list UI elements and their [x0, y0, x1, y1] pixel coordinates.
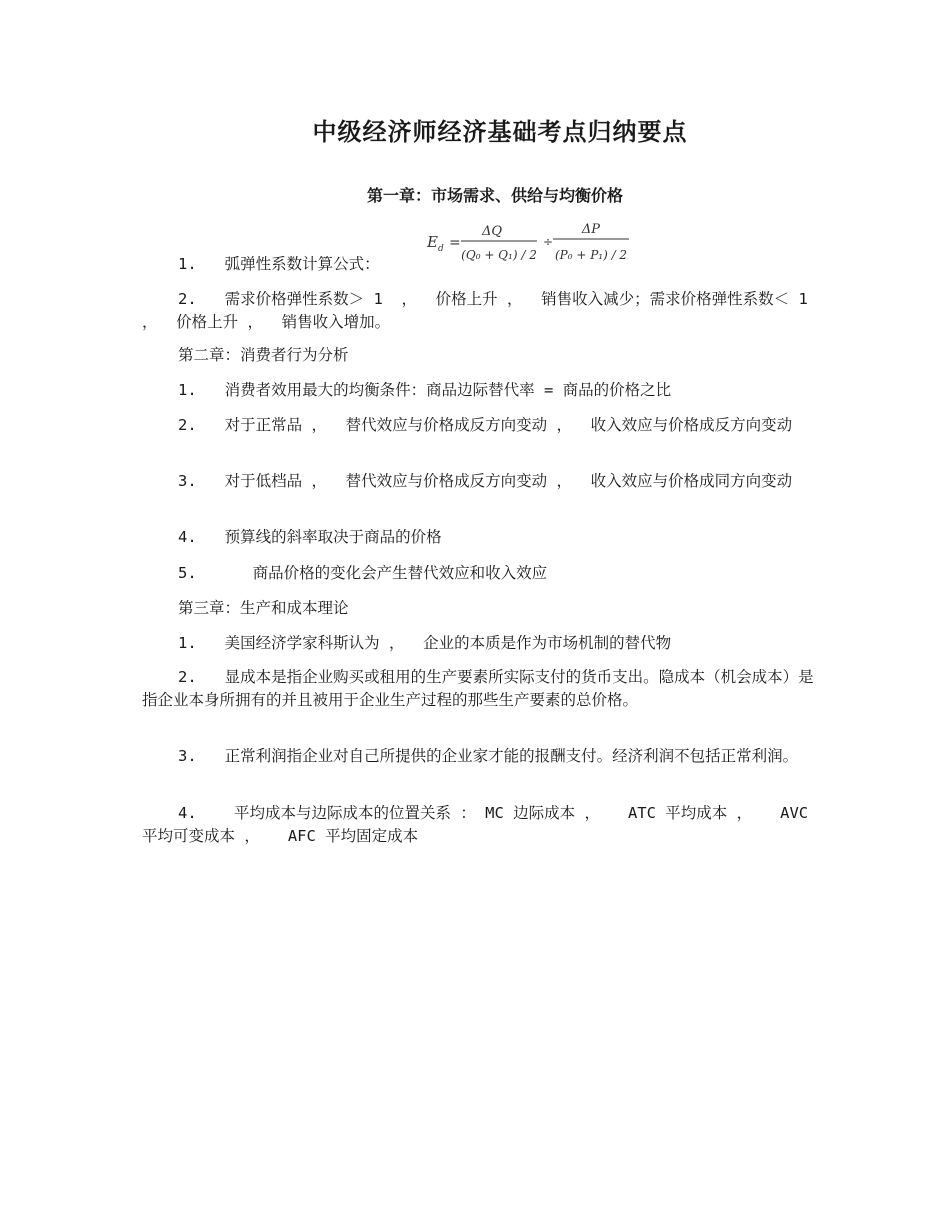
chapter-2-item-1: 1. 消费者效用最大的均衡条件：商品边际替代率 = 商品的价格之比: [178, 381, 672, 399]
chapter-2-item-2: 2. 对于正常品 ， 替代效应与价格成反方向变动 ， 收入效应与价格成反方向变动: [178, 416, 793, 434]
chapter-2-heading: 第二章：消费者行为分析: [178, 346, 349, 364]
chapter-3-item-2: 2. 显成本是指企业购买或租用的生产要素所实际支付的货币支出。隐成本（机会成本）是指企业本身所拥有的并且被用于企业生产过程的那些生产要素的总价格。: [142, 668, 814, 709]
chapter-1-heading: 第一章：市场需求、供给与均衡价格: [366, 186, 623, 205]
chapter-3-item-4: 4. 平均成本与边际成本的位置关系 ： MC 边际成本 ， ATC 平均成本 ， AVC 平均可变成本 ， AFC 平均固定成本: [142, 804, 818, 845]
chapter-1-item-2: 2. 需求价格弹性系数＞ 1 ， 价格上升 ， 销售收入减少；需求价格弹性系数＜ 1 ， 价格上升 ， 销售收入增加。: [142, 290, 827, 331]
formula-lhs-subscript: d: [438, 244, 444, 254]
chapter-3-item-1: 1. 美国经济学家科斯认为 ， 企业的本质是作为市场机制的替代物: [178, 634, 672, 652]
document-title: 中级经济师经济基础考点归纳要点: [312, 117, 688, 146]
chapter-3-item-3: 3. 正常利润指企业对自己所提供的企业家才能的报酬支付。经济利润不包括正常利润。: [178, 747, 799, 765]
formula-equals: =: [449, 235, 461, 251]
formula-denominator-1: (Q₀ + Q₁) / 2: [461, 248, 537, 262]
arc-elasticity-formula: [425, 217, 635, 269]
formula-divide: ÷: [543, 235, 554, 249]
chapter-2-item-4: 4. 预算线的斜率取决于商品的价格: [178, 528, 442, 546]
chapter-2-item-3: 3. 对于低档品 ， 替代效应与价格成反方向变动 ， 收入效应与价格成同方向变动: [178, 472, 793, 490]
formula-numerator-2: ΔP: [581, 222, 601, 237]
formula-numerator-1: ΔQ: [481, 224, 503, 239]
chapter-1-item-1: 1. 弧弹性系数计算公式：: [178, 255, 380, 273]
chapter-2-item-5: 5. 商品价格的变化会产生替代效应和收入效应: [178, 564, 548, 582]
formula-lhs: E: [427, 233, 438, 251]
formula-denominator-2: (P₀ + P₁) / 2: [554, 248, 628, 262]
chapter-3-heading: 第三章：生产和成本理论: [178, 599, 349, 617]
